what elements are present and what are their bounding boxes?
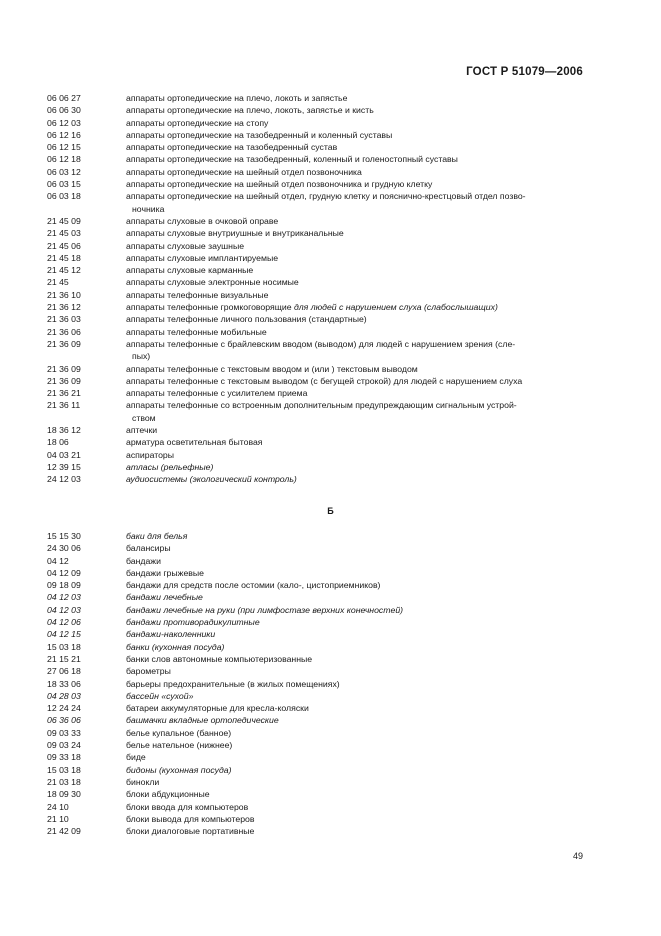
index-entry [47,227,587,239]
index-entry [47,727,587,739]
entry-text-main: блоки ввода для компьютеров [126,801,249,812]
entry-text [126,227,587,239]
entry-code: 15 15 30 [47,531,81,541]
entry-code: 21 10 [47,813,69,824]
entry-text [126,751,587,763]
entry-text-main: бидоны (кухонная посуда) [126,764,232,775]
entry-text-main: аппараты ортопедические на тазобедренный и коленный суставы [126,129,393,140]
entry-text-main: банки слов автономные компьютеризованные [126,653,313,664]
entry-text-main: блоки вывода для компьютеров [126,813,255,824]
index-entry [47,653,587,665]
entry-text-main: аппараты телефонные мобильные [126,326,267,337]
entry-text [126,825,587,837]
entry-text-main: банки (кухонная посуда) [126,641,225,652]
entry-code: 21 36 10 [47,289,81,300]
entry-code: 15 03 18 [47,641,81,652]
entry-code: 04 03 21 [47,449,81,460]
entry-code: 06 06 30 [47,105,81,116]
entry-text-main: аудиосистемы (экологический контроль) [126,474,297,485]
entry-text [126,92,587,104]
entry-text-main: аппараты ортопедические на шейный отдел, грудную клетку и пояснично-крестцовый отдел позво- [126,191,526,202]
index-entry [47,141,587,153]
entry-text [126,301,587,313]
index-entry [47,129,587,141]
entry-code: 18 06 [47,437,69,448]
entry-code: 04 28 03 [47,690,81,701]
index-entry [47,436,587,448]
index-entry [47,289,587,301]
entry-text [126,276,587,288]
index-entry [47,825,587,837]
index-entry [47,616,587,628]
index-entry [47,665,587,677]
index-entry [47,301,587,313]
entry-text [126,690,587,702]
index-entry [47,776,587,788]
index-entry [47,555,587,567]
section-letter: Б [327,506,334,516]
index-entry [47,326,587,338]
entry-text [126,117,587,129]
entry-code: 21 42 09 [47,826,81,837]
index-entry [47,678,587,690]
entry-code: 21 36 06 [47,326,81,337]
entry-text-main: аппараты ортопедические на тазобедренный сустав [126,142,338,153]
index-entry [47,788,587,800]
entry-code: 24 10 [47,801,69,812]
entry-text [126,461,587,473]
entry-text [126,764,587,776]
entry-text-main: аппараты телефонные со встроенным дополнительным предупреждающим сигнальным устрой- [126,400,517,411]
entry-code: 09 18 09 [47,580,81,591]
entry-text-main: белье купальное (банное) [126,727,232,738]
index-entry [47,591,587,603]
index-entry [47,178,587,190]
index-entry [47,764,587,776]
entry-text [126,215,587,227]
entry-text [126,702,587,714]
entry-text [126,788,587,800]
index-entry [47,252,587,264]
entry-text-continuation: пых) [132,351,151,362]
index-entry [47,153,587,165]
entry-text [126,264,587,276]
entry-text-italic: для людей с нарушением слуха (слабослышащих) [293,302,498,313]
index-entry [47,813,587,825]
entry-text [126,129,587,141]
entry-text [126,678,587,690]
entry-code: 06 03 12 [47,166,81,177]
entry-text-main: блоки абдукционные [126,789,210,800]
entry-text [126,473,587,485]
index-entry [47,473,587,485]
entry-code: 21 45 09 [47,215,81,226]
entry-text [126,338,587,350]
entry-code: 18 33 06 [47,678,81,689]
entry-text-main: аппараты ортопедические на шейный отдел позвоночника [126,166,362,177]
entry-text-main: бинокли [126,776,160,787]
entry-text-main: аппараты телефонные личного пользования (стандартные) [126,314,367,325]
entry-text-continuation: ством [132,412,156,423]
index-entry [47,375,587,387]
entry-code: 21 36 12 [47,302,81,313]
entry-code: 21 45 03 [47,228,81,239]
entry-code: 06 03 15 [47,179,81,190]
entry-text-main: барьеры предохранительные (в жилых помещениях) [126,678,340,689]
entry-code: 12 24 24 [47,703,81,714]
entry-code: 06 06 27 [47,93,81,103]
index-list-b [47,530,587,837]
index-entry [47,702,587,714]
entry-text-main: аппараты ортопедические на стопу [126,117,269,128]
entry-text [126,141,587,153]
entry-text [126,399,587,411]
entry-text-main: арматура осветительная бытовая [126,437,263,448]
entry-text-main: блоки диалоговые портативные [126,826,255,837]
entry-text [126,776,587,788]
entry-text-main: аппараты телефонные визуальные [126,289,269,300]
entry-text-main: аппараты слуховые в очковой оправе [126,215,279,226]
index-entry [47,690,587,702]
entry-code: 15 03 18 [47,764,81,775]
entry-text [126,166,587,178]
entry-code: 04 12 [47,555,69,566]
entry-text-main: биде [126,752,146,763]
entry-text-main: аптечки [126,425,158,436]
entry-code: 12 39 15 [47,461,81,472]
entry-text-main: бассейн «сухой» [126,690,194,701]
index-entry [47,424,587,436]
index-entry [47,338,587,363]
index-entry [47,166,587,178]
entry-text [126,555,587,567]
entry-text-main: белье нательное (нижнее) [126,740,233,751]
entry-text-main: балансиры [126,543,171,554]
entry-text-main: барометры [126,666,171,677]
entry-code: 21 36 21 [47,388,81,399]
entry-code: 27 06 18 [47,666,81,677]
entry-text-main: аппараты телефонные с усилителем приема [126,388,308,399]
index-entry [47,739,587,751]
entry-text [126,326,587,338]
entry-code: 06 03 18 [47,191,81,202]
entry-code: 09 03 24 [47,740,81,751]
entry-code: 06 12 18 [47,154,81,165]
entry-code: 06 12 15 [47,142,81,153]
index-entry [47,567,587,579]
entry-text [126,665,587,677]
entry-text [126,190,587,202]
index-entry [47,399,587,424]
entry-text-main: аппараты телефонные громкоговорящие [126,302,294,313]
entry-code: 04 12 15 [47,629,81,640]
entry-text-main: баки для белья [126,531,188,541]
index-entry [47,801,587,813]
index-entry [47,461,587,473]
index-entry [47,751,587,763]
entry-code: 21 36 03 [47,314,81,325]
entry-code: 06 12 03 [47,117,81,128]
entry-text-main: аппараты телефонные с текстовым вводом и (или ) текстовым выводом [126,363,418,374]
entry-code: 21 45 12 [47,265,81,276]
entry-text [126,579,587,591]
entry-text-main: аппараты слуховые имплантируемые [126,252,279,263]
index-entry [47,449,587,461]
index-entry [47,313,587,325]
entry-code: 09 33 18 [47,752,81,763]
entry-code: 21 36 09 [47,363,81,374]
entry-text [126,801,587,813]
index-entry [47,117,587,129]
entry-text [126,153,587,165]
entry-text-main: аппараты слуховые заушные [126,240,245,251]
entry-text [126,104,587,116]
entry-text [126,252,587,264]
entry-text-main: бандажи грыжевые [126,567,204,578]
index-entry [47,276,587,288]
entry-code: 24 30 06 [47,543,81,554]
entry-text-main: аспираторы [126,449,174,460]
entry-code: 21 36 11 [47,400,81,411]
entry-text-main: аппараты ортопедические на тазобедренный, коленный и голеностопный суставы [126,154,458,165]
entry-code: 21 45 06 [47,240,81,251]
entry-code: 21 36 09 [47,375,81,386]
entry-text [126,240,587,252]
document-header: ГОСТ Р 51079—2006 [466,66,583,78]
entry-code: 06 12 16 [47,129,81,140]
entry-text [126,178,587,190]
entry-code: 21 45 18 [47,252,81,263]
entry-text [126,813,587,825]
entry-text [126,289,587,301]
entry-code: 18 09 30 [47,789,81,800]
entry-code: 06 36 06 [47,715,81,726]
entry-code: 21 03 18 [47,776,81,787]
entry-text-main: атласы (рельефные) [126,461,214,472]
entry-text-main: батареи аккумуляторные для кресла-коляски [126,703,309,714]
entry-text-main: аппараты ортопедические на плечо, локоть и запястье [126,93,348,103]
entry-text-main: бандажи лечебные на руки (при лимфостазе верхних конечностей) [126,604,404,615]
entry-text-main: аппараты телефонные с брайлевским вводом (выводом) для людей с нарушением зрения (сле- [126,338,516,349]
entry-text [126,653,587,665]
entry-text [126,604,587,616]
index-entry [47,714,587,726]
entry-text-main: бандажи [126,555,161,566]
index-entry [47,104,587,116]
entry-text-main: башмачки вкладные ортопедические [126,715,279,726]
entry-text [126,739,587,751]
index-entry [47,190,587,215]
index-entry [47,542,587,554]
index-entry [47,530,587,542]
entry-text [126,542,587,554]
entry-code: 04 12 06 [47,617,81,628]
entry-code: 04 12 09 [47,567,81,578]
entry-text [126,641,587,653]
entry-text-main: аппараты ортопедические на плечо, локоть, запястье и кисть [126,105,374,116]
entry-text [126,628,587,640]
page-number: 49 [572,851,583,861]
entry-text-main: аппараты телефонные с текстовым выводом (с бегущей строкой) для людей с нарушением слуха [126,375,523,386]
entry-text [126,727,587,739]
entry-text-main: аппараты ортопедические на шейный отдел позвоночника и грудную клетку [126,179,433,190]
index-entry [47,92,587,104]
entry-code: 21 15 21 [47,653,81,664]
entry-text-continuation: ночника [132,203,165,214]
index-entry [47,604,587,616]
entry-code: 04 12 03 [47,592,81,603]
index-entry [47,363,587,375]
entry-code: 24 12 03 [47,474,81,485]
index-entry [47,641,587,653]
entry-text [126,714,587,726]
entry-text [126,530,587,542]
index-list-a [47,92,587,486]
index-entry [47,264,587,276]
entry-text-main: бандажи лечебные [126,592,203,603]
entry-text-main: бандажи противорадикулитные [126,617,260,628]
entry-text [126,424,587,436]
entry-text [126,387,587,399]
entry-text-main: аппараты слуховые внутриушные и внутриканальные [126,228,344,239]
index-entry [47,387,587,399]
entry-code: 21 36 09 [47,338,81,349]
entry-text-main: бандажи-наколенники [126,629,216,640]
entry-text [126,436,587,448]
entry-text-main: бандажи для средств после остомии (кало-, цистоприемников) [126,580,381,591]
entry-text [126,375,587,387]
entry-code: 09 03 33 [47,727,81,738]
entry-code: 04 12 03 [47,604,81,615]
entry-text-main: аппараты слуховые карманные [126,265,254,276]
entry-text [126,567,587,579]
entry-text [126,616,587,628]
entry-text [126,449,587,461]
index-entry [47,215,587,227]
index-entry [47,240,587,252]
entry-text [126,313,587,325]
entry-text-main: аппараты слуховые электронные носимые [126,277,299,288]
index-entry [47,579,587,591]
index-entry [47,628,587,640]
entry-code: 21 45 [47,277,69,288]
entry-text [126,363,587,375]
entry-text [126,591,587,603]
entry-code: 18 36 12 [47,425,81,436]
